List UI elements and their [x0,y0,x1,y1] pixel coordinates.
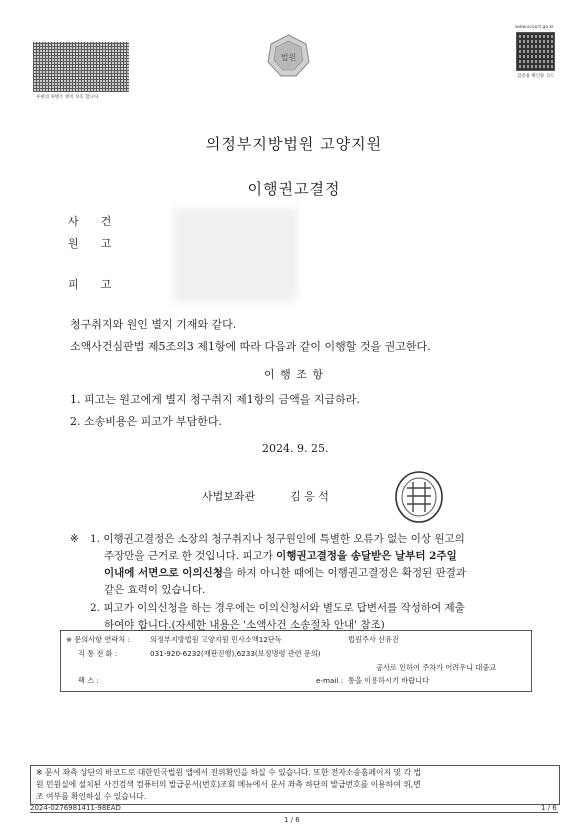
phone-label: 직 통 전 화 : [78,649,118,658]
official-stamp-icon [393,470,445,524]
officer-name: 김 응 석 [290,490,329,503]
verification-notice: ※ 문서 좌측 상단의 바코드로 대한민국법원 앱에서 진위확인을 하실 수 있습니다. 또한 전자소송홈페이지 및 각 법 원 민원실에 설치된 사건검색 컴퓨터의 발급문서(번호)조회 메뉴에서 문서 좌측 하단의 발급번호를 이용하여 위,변 조 여부를 확인하실 수 있습니다. [36,768,422,801]
document-barcode [33,42,129,92]
document-title: 이행권고결정 [247,180,341,198]
inquiry-value: 의정부지방법원 고양지원 민사소액12단독 [150,635,282,644]
officer-title: 사법보좌관 [202,490,256,503]
clause-2: 2. 소송비용은 피고가 부담한다. [70,415,222,428]
qr-code [516,32,555,71]
note-2: 2. 피고가 이의신청을 하는 경우에는 이의신청서와 별도로 답변서를 작성하여 제출 하여야 합니다.(자세한 내용은 '소액사건 소송절차 안내' 참조) [90,602,465,631]
note-1: 1. 이행권고결정은 소장의 청구취지나 청구원인에 특별한 오류가 없는 이상 원고의 주장만을 근거로 한 것입니다. 피고가 이행권고결정을 송달받은 날부터 2주일 이내에 서면으로 이의신청을 하지 아니한 때에는 이행권고결정은 확정된 판결과 같은 효력이 있습니다. [90,533,467,596]
email-label: e-mail : [316,676,344,685]
performance-heading: 이 행 조 항 [264,368,324,381]
seal-text: 법원 [280,53,297,62]
court-url: www.scourt.go.kr [515,25,554,30]
page-number-right: 1 / 6 [541,804,557,812]
footer-divider [30,812,558,813]
clause-1: 1. 피고는 원고에게 별지 청구취지 제1항의 금액을 지급하라. [70,393,360,406]
parking-notice: 공사로 인하여 주차가 어려우니 대중교 [376,663,497,672]
decision-date: 2024. 9. 25. [262,442,329,455]
defendant-label: 피고 [68,278,134,291]
fax-label: 팩 스 : [78,676,99,685]
court-emblem-icon [266,33,311,78]
court-name: 의정부지방법원 고양지원 [205,135,383,153]
contact-box [60,630,532,692]
note-mark: ※ [70,533,79,545]
clerk-name: 법원주사 신유진 [348,635,399,644]
recommendation-text: 소액사건심판법 제5조의3 제1항에 따라 다음과 같이 이행할 것을 권고한다. [70,340,431,353]
issue-number: 2024-0276981411-98EAD [30,804,121,812]
claims-text: 청구취지와 원인 별지 기재와 같다. [70,318,237,331]
case-label: 사건 [68,215,134,228]
email-notice: 통을 이용하시기 바랍니다 [348,676,429,685]
qr-caption: 검증용 확인용 코드 [517,74,555,79]
inquiry-label: ※ 문의사항 연락처 : [66,635,130,644]
barcode-caption: 우편의 위변조 방지 보호 합니다. [36,95,100,100]
plaintiff-label: 원고 [68,237,134,250]
page-number-center: 1 / 6 [284,816,300,824]
redacted-party-info [173,208,297,302]
phone-value: 031-920-6232(재판진행),6233(보정명령 관련 문의) [150,649,321,658]
